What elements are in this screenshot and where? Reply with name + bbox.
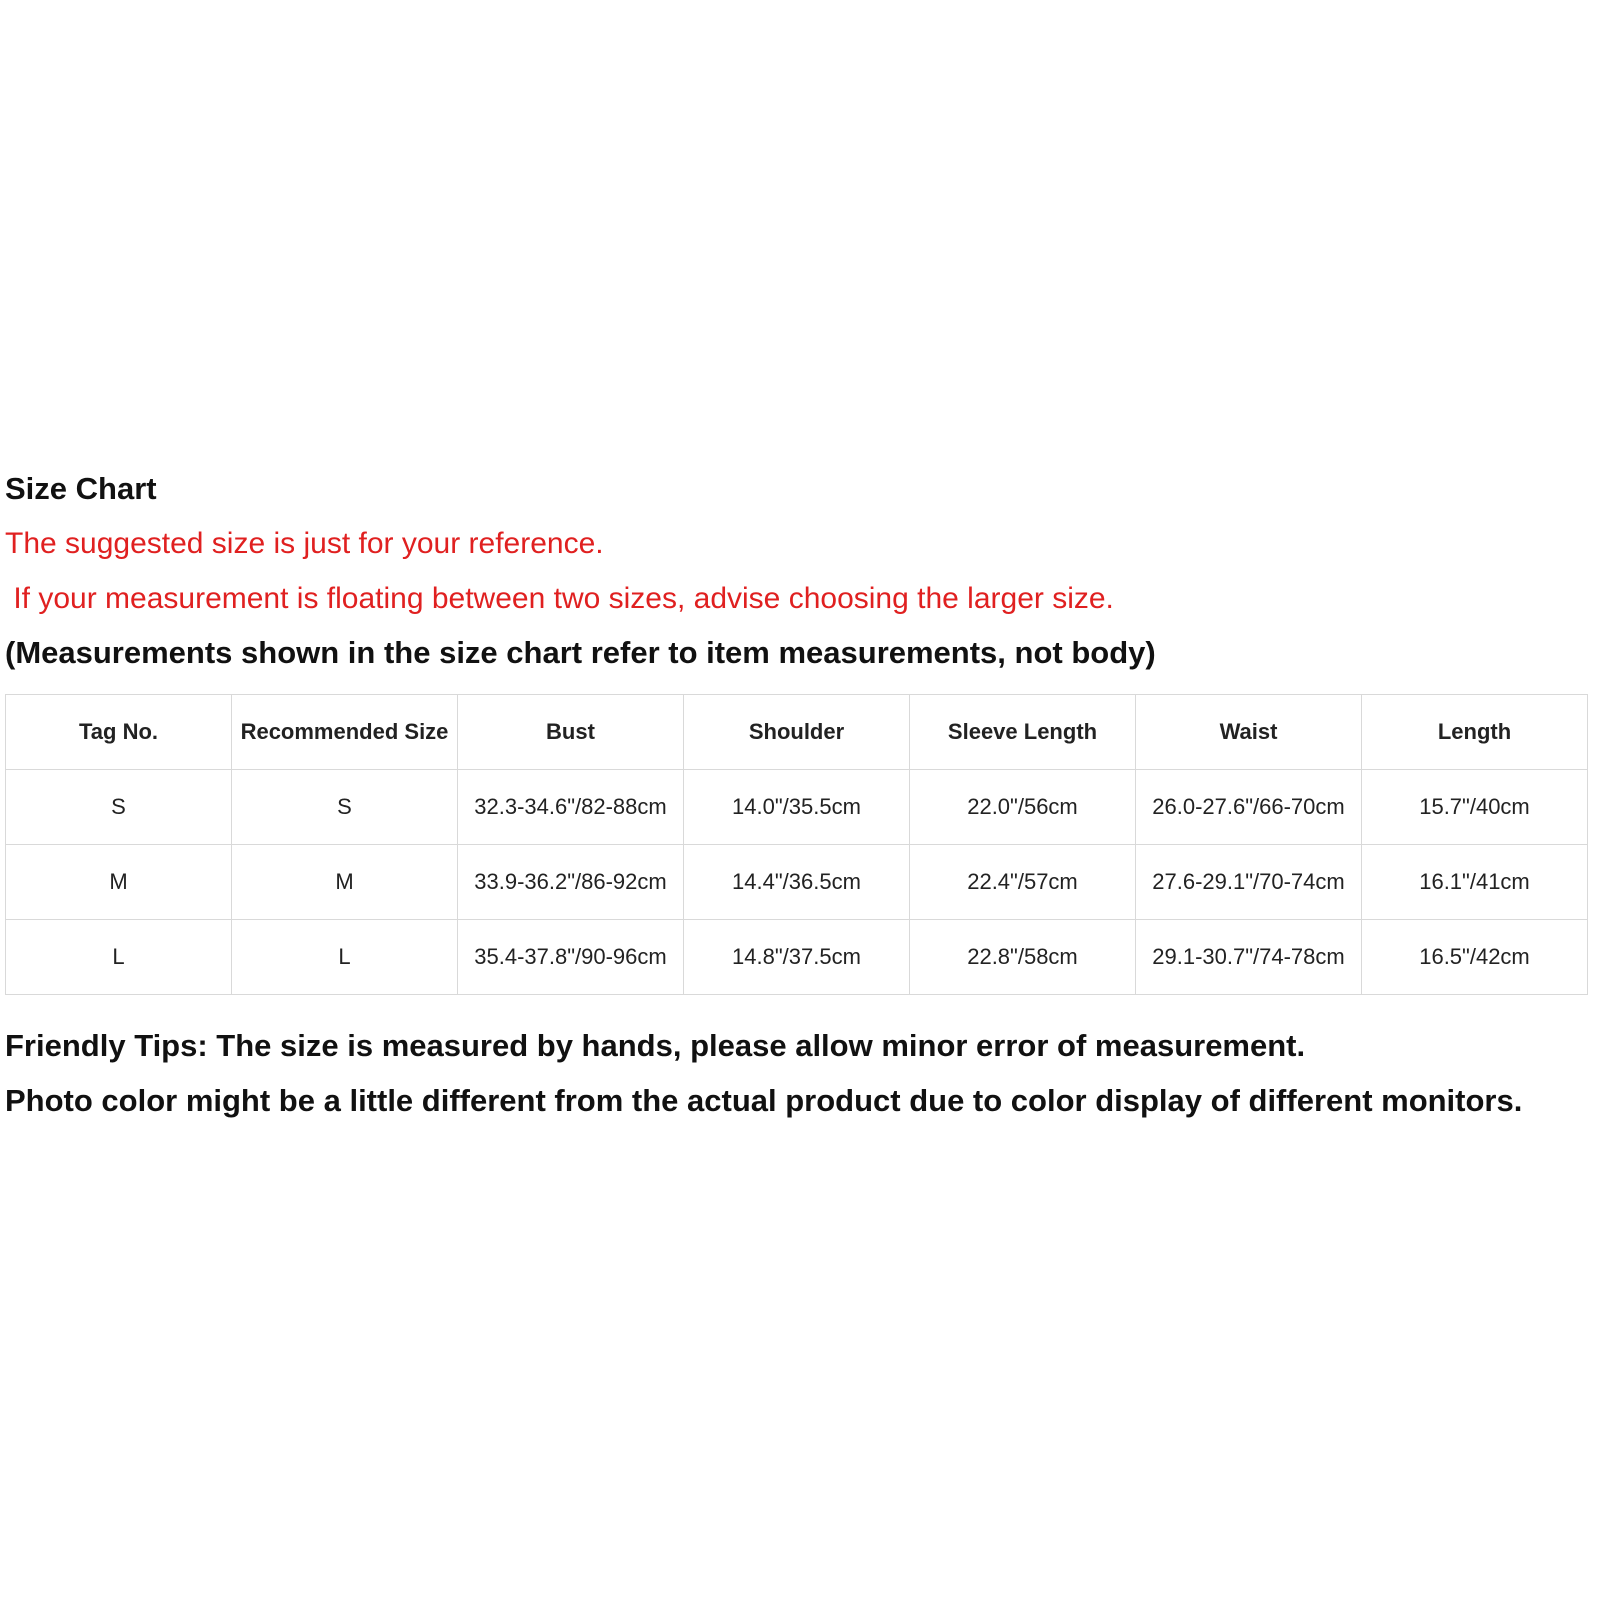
table-header-row [6, 695, 1588, 770]
column-header: Tag No. [6, 695, 232, 770]
table-cell: 33.9-36.2"/86-92cm [458, 845, 684, 920]
table-cell: 14.0"/35.5cm [684, 770, 910, 845]
column-header: Sleeve Length [910, 695, 1136, 770]
table-row [6, 770, 1588, 845]
table-cell: L [6, 920, 232, 995]
table-cell: S [232, 770, 458, 845]
table-cell: 14.4"/36.5cm [684, 845, 910, 920]
measurement-note: (Measurements shown in the size chart refer to item measurements, not body) [5, 635, 1156, 670]
page-title: Size Chart [5, 471, 157, 506]
size-chart-header [5, 470, 1585, 672]
size-table [5, 694, 1588, 995]
table-cell: 15.7"/40cm [1362, 770, 1588, 845]
table-cell: 16.5"/42cm [1362, 920, 1588, 995]
table-cell: M [232, 845, 458, 920]
table-cell: 14.8"/37.5cm [684, 920, 910, 995]
table-cell: 35.4-37.8"/90-96cm [458, 920, 684, 995]
table-cell: M [6, 845, 232, 920]
column-header: Waist [1136, 695, 1362, 770]
table-row [6, 845, 1588, 920]
column-header: Bust [458, 695, 684, 770]
table-cell: 22.0"/56cm [910, 770, 1136, 845]
column-header: Length [1362, 695, 1588, 770]
friendly-tips [5, 1026, 1565, 1120]
measurement-tip: Friendly Tips: The size is measured by hands, please allow minor error of measurement. [5, 1028, 1306, 1063]
table-cell: 22.8"/58cm [910, 920, 1136, 995]
table-cell: 26.0-27.6"/66-70cm [1136, 770, 1362, 845]
table-cell: 32.3-34.6"/82-88cm [458, 770, 684, 845]
larger-size-advice: If your measurement is floating between two sizes, advise choosing the larger size. [5, 582, 1114, 615]
table-cell: 27.6-29.1"/70-74cm [1136, 845, 1362, 920]
table-row [6, 920, 1588, 995]
column-header: Recommended Size [232, 695, 458, 770]
reference-note: The suggested size is just for your reference. [5, 527, 604, 560]
column-header: Shoulder [684, 695, 910, 770]
table-cell: 16.1"/41cm [1362, 845, 1588, 920]
table-cell: L [232, 920, 458, 995]
table-cell: 29.1-30.7"/74-78cm [1136, 920, 1362, 995]
table-cell: 22.4"/57cm [910, 845, 1136, 920]
table-cell: S [6, 770, 232, 845]
photo-color-tip: Photo color might be a little different from the actual product due to color display of different monitors. [5, 1083, 1523, 1118]
